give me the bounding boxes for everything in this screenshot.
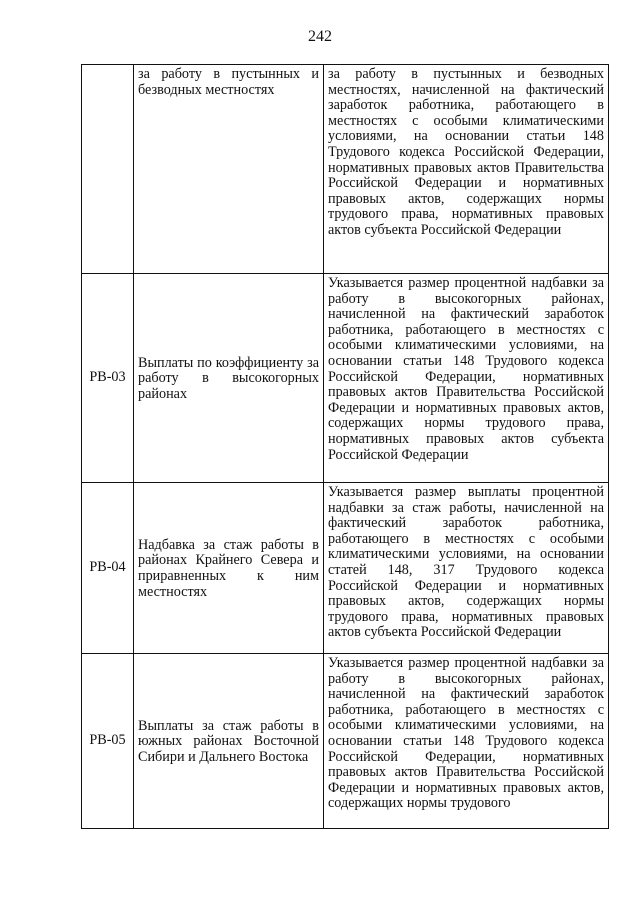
- table-row: [82, 274, 609, 483]
- row-code: РВ-05: [82, 654, 134, 829]
- table-row: [82, 654, 609, 829]
- table-row: [82, 65, 609, 274]
- row-description: Указывается размер процентной надбавки за работу в высокогорных районах, начисленной на фактический заработок работника, работающего в местностях с особыми климатическими условиями, на основании статьи 148 Трудового кодекса Российской Федерации, нормативных правовых актов Правительства Российской Федерации и нормативных правовых актов, содержащих нормы трудового права, нормативных правовых актов субъекта Российской Федерации: [324, 274, 609, 483]
- row-code: РВ-04: [82, 483, 134, 654]
- row-code: РВ-03: [82, 274, 134, 483]
- row-description: за работу в пустынных и безводных местностях, начисленной на фактический заработок работника, работающего в местностях с особыми климатическими условиями, на основании статьи 148 Трудового кодекса Российской Федерации, нормативных правовых актов Правительства Российской Федерации и нормативных правовых актов, содержащих нормы трудового права, нормативных правовых актов субъекта Российской Федерации: [324, 65, 609, 274]
- row-name: за работу в пустынных и безводных местностях: [134, 65, 324, 274]
- allowances-table: [81, 64, 609, 829]
- page-number: 242: [308, 28, 332, 45]
- row-description: Указывается размер процентной надбавки за работу в высокогорных районах, начисленной на фактический заработок работника, работающего в местностях с особыми климатическими условиями, на основании статьи 148 Трудового кодекса Российской Федерации, нормативных правовых актов Правительства Российской Федерации и нормативных правовых актов, содержащих нормы трудового: [328, 656, 604, 812]
- row-description-cell: [324, 654, 609, 829]
- row-name: Выплаты за стаж работы в южных районах Восточной Сибири и Дальнего Востока: [134, 654, 324, 829]
- row-description: Указывается размер выплаты процентной надбавки за стаж работы, начисленной на фактический заработок работника, работающего в местностях с особыми климатическими условиями, на основании статей 148, 317 Трудового кодекса Российской Федерации и нормативных правовых актов, содержащих нормы трудового права, нормативных правовых актов субъекта Российской Федерации: [324, 483, 609, 654]
- row-name: Надбавка за стаж работы в районах Крайнего Севера и приравненных к ним местностях: [134, 483, 324, 654]
- row-name: Выплаты по коэффициенту за работу в высокогорных районах: [134, 274, 324, 483]
- table-row: [82, 483, 609, 654]
- row-code: [82, 65, 134, 274]
